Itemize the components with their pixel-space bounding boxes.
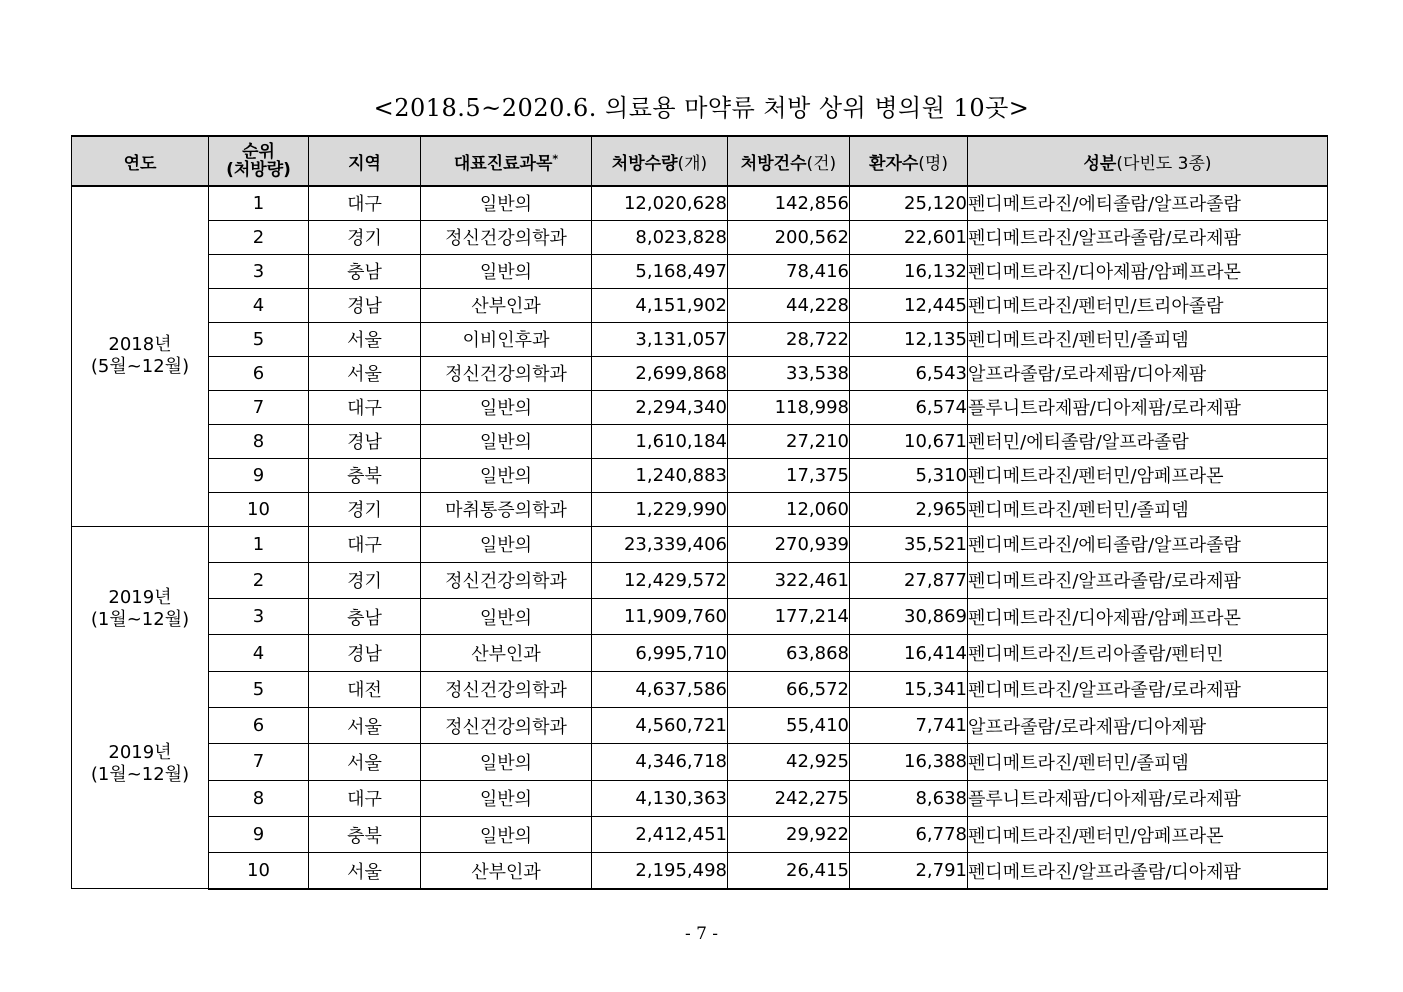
qty-cell: 12,020,628 [592,186,728,220]
table-row [72,562,1328,598]
dept-cell: 정신건강의학과 [421,356,592,390]
ingredients-cell: 펜디메트라진/디아제팜/암페프라몬 [968,599,1328,635]
ingredients-cell: 알프라졸람/로라제팜/디아제팜 [968,356,1328,390]
rank-cell: 4 [209,635,309,671]
patients-cell: 6,778 [850,816,968,852]
header-cases [728,136,850,186]
patients-cell: 8,638 [850,780,968,816]
cases-cell: 55,410 [728,707,850,743]
ingredients-cell: 펜디메트라진/디아제팜/암페프라몬 [968,254,1328,288]
region-cell: 서울 [309,744,421,780]
dept-cell: 일반의 [421,390,592,424]
ingredients-cell: 펜디메트라진/알프라졸람/로라제팜 [968,562,1328,598]
cases-cell: 33,538 [728,356,850,390]
cases-cell: 17,375 [728,458,850,492]
table-row [72,853,1328,889]
patients-cell: 16,388 [850,744,968,780]
qty-cell: 2,699,868 [592,356,728,390]
dept-cell: 정신건강의학과 [421,562,592,598]
qty-cell: 1,240,883 [592,458,728,492]
rank-cell: 1 [209,186,309,220]
dept-cell: 일반의 [421,424,592,458]
dept-cell: 일반의 [421,186,592,220]
cases-cell: 270,939 [728,526,850,562]
rank-cell: 9 [209,816,309,852]
region-cell: 경남 [309,635,421,671]
patients-cell: 30,869 [850,599,968,635]
patients-cell: 2,791 [850,853,968,889]
dept-cell: 일반의 [421,526,592,562]
year-label-block [72,587,208,631]
qty-cell: 2,412,451 [592,816,728,852]
cases-cell: 322,461 [728,562,850,598]
cases-cell: 142,856 [728,186,850,220]
cases-cell: 27,210 [728,424,850,458]
header-row [72,136,1328,186]
table-body-2018 [72,186,1328,526]
header-rank-sublabel: (처방량) [226,160,291,180]
header-qty-label: 처방수량 [611,153,678,174]
patients-cell: 5,310 [850,458,968,492]
qty-cell: 11,909,760 [592,599,728,635]
region-cell: 경기 [309,492,421,526]
table-row [72,599,1328,635]
rank-cell: 6 [209,707,309,743]
ingredients-cell: 펜디메트라진/펜터민/트리아졸람 [968,288,1328,322]
ingredients-cell: 펜디메트라진/에티졸람/알프라졸람 [968,186,1328,220]
patients-cell: 2,965 [850,492,968,526]
table-row [72,390,1328,424]
ingredients-cell: 펜디메트라진/알프라졸람/디아제팜 [968,853,1328,889]
year-label: 2019년 [108,741,172,763]
header-dept [421,136,592,186]
qty-cell: 1,229,990 [592,492,728,526]
dept-cell: 정신건강의학과 [421,671,592,707]
ingredients-cell: 펜디메트라진/에티졸람/알프라졸람 [968,526,1328,562]
dept-cell: 일반의 [421,780,592,816]
cases-cell: 242,275 [728,780,850,816]
cases-cell: 63,868 [728,635,850,671]
dept-cell: 일반의 [421,254,592,288]
cases-cell: 42,925 [728,744,850,780]
ingredients-cell: 펜디메트라진/펜터민/졸피뎀 [968,492,1328,526]
ingredients-cell: 펜디메트라진/펜터민/졸피뎀 [968,744,1328,780]
ingredients-cell: 펜디메트라진/펜터민/졸피뎀 [968,322,1328,356]
table-row [72,780,1328,816]
dept-cell: 이비인후과 [421,322,592,356]
header-dept-label: 대표진료과목 [453,153,553,174]
patients-cell: 16,414 [850,635,968,671]
cases-cell: 44,228 [728,288,850,322]
year-cell [72,526,209,889]
patients-cell: 27,877 [850,562,968,598]
document-title: <2018.5~2020.6. 의료용 마약류 처방 상위 병의원 10곳> [373,94,1030,122]
table-row [72,635,1328,671]
cases-cell: 177,214 [728,599,850,635]
header-ingredients-unit: (다빈도 3종) [1116,153,1212,174]
header-dept-footnote-mark: * [552,151,559,165]
cases-cell: 78,416 [728,254,850,288]
patients-cell: 16,132 [850,254,968,288]
patients-cell: 6,574 [850,390,968,424]
table-row [72,254,1328,288]
qty-cell: 1,610,184 [592,424,728,458]
region-cell: 경기 [309,220,421,254]
qty-cell: 12,429,572 [592,562,728,598]
rank-cell: 7 [209,390,309,424]
region-cell: 경기 [309,562,421,598]
table-row [72,322,1328,356]
header-patients-unit: (명) [918,153,948,174]
qty-cell: 4,560,721 [592,707,728,743]
ingredients-cell: 펜디메트라진/트리아졸람/펜터민 [968,635,1328,671]
dept-cell: 정신건강의학과 [421,220,592,254]
cases-cell: 28,722 [728,322,850,356]
region-cell: 대구 [309,526,421,562]
period-label: (5월~12월) [90,356,190,378]
ingredients-cell: 펜디메트라진/알프라졸람/로라제팜 [968,220,1328,254]
dept-cell: 마취통증의학과 [421,492,592,526]
dept-cell: 정신건강의학과 [421,707,592,743]
header-qty [592,136,728,186]
patients-cell: 6,543 [850,356,968,390]
year-cell [72,186,209,526]
header-qty-unit: (개) [677,153,708,174]
table-row [72,671,1328,707]
patients-cell: 12,445 [850,288,968,322]
region-cell: 서울 [309,356,421,390]
rank-cell: 3 [209,599,309,635]
page-number: - 7 - [684,924,719,944]
table-row [72,526,1328,562]
patients-cell: 10,671 [850,424,968,458]
qty-cell: 6,995,710 [592,635,728,671]
rank-cell: 2 [209,220,309,254]
ingredients-cell: 펜디메트라진/펜터민/암페프라몬 [968,816,1328,852]
rank-cell: 9 [209,458,309,492]
patients-cell: 35,521 [850,526,968,562]
rank-cell: 4 [209,288,309,322]
header-ingredients-label: 성분 [1083,153,1117,174]
rank-cell: 1 [209,526,309,562]
dept-cell: 산부인과 [421,853,592,889]
rank-cell: 5 [209,671,309,707]
qty-cell: 5,168,497 [592,254,728,288]
ingredients-cell: 플루니트라제팜/디아제팜/로라제팜 [968,780,1328,816]
period-label: (1월~12월) [90,763,190,785]
region-cell: 대구 [309,780,421,816]
header-cases-label: 처방건수 [740,153,807,174]
rank-cell: 8 [209,424,309,458]
header-year: 연도 [72,136,209,186]
header-cases-unit: (건) [806,153,837,174]
qty-cell: 3,131,057 [592,322,728,356]
qty-cell: 4,637,586 [592,671,728,707]
ingredients-cell: 펜디메트라진/알프라졸람/로라제팜 [968,671,1328,707]
patients-cell: 15,341 [850,671,968,707]
ingredients-cell: 플루니트라제팜/디아제팜/로라제팜 [968,390,1328,424]
dept-cell: 일반의 [421,599,592,635]
patients-cell: 7,741 [850,707,968,743]
region-cell: 서울 [309,853,421,889]
rank-cell: 8 [209,780,309,816]
region-cell: 대구 [309,390,421,424]
cases-cell: 26,415 [728,853,850,889]
region-cell: 경남 [309,288,421,322]
table-row [72,356,1328,390]
qty-cell: 4,130,363 [592,780,728,816]
patients-cell: 25,120 [850,186,968,220]
table-row [72,288,1328,322]
header-ingredients [968,136,1328,186]
qty-cell: 8,023,828 [592,220,728,254]
dept-cell: 일반의 [421,816,592,852]
table-row [72,186,1328,220]
qty-cell: 4,151,902 [592,288,728,322]
cases-cell: 118,998 [728,390,850,424]
region-cell: 충북 [309,458,421,492]
rank-cell: 6 [209,356,309,390]
region-cell: 서울 [309,707,421,743]
region-cell: 서울 [309,322,421,356]
rank-cell: 5 [209,322,309,356]
header-patients [850,136,968,186]
period-label: (1월~12월) [90,608,190,630]
ingredients-cell: 알프라졸람/로라제팜/디아제팜 [968,707,1328,743]
table-body-2019 [72,526,1328,889]
qty-cell: 23,339,406 [592,526,728,562]
table-row [72,744,1328,780]
year-label: 2019년 [108,586,172,608]
header-patients-label: 환자수 [869,153,919,174]
prescription-ranking-table [71,135,1328,890]
cases-cell: 200,562 [728,220,850,254]
ingredients-cell: 펜디메트라진/펜터민/암페프라몬 [968,458,1328,492]
table-row [72,458,1328,492]
header-rank-label: 순위 [242,142,275,162]
cases-cell: 29,922 [728,816,850,852]
cases-cell: 12,060 [728,492,850,526]
year-label: 2018년 [108,334,172,356]
header-region: 지역 [309,136,421,186]
table-row [72,492,1328,526]
patients-cell: 22,601 [850,220,968,254]
dept-cell: 일반의 [421,458,592,492]
region-cell: 경남 [309,424,421,458]
qty-cell: 2,294,340 [592,390,728,424]
rank-cell: 10 [209,853,309,889]
table-row [72,220,1328,254]
dept-cell: 산부인과 [421,635,592,671]
rank-cell: 10 [209,492,309,526]
qty-cell: 2,195,498 [592,853,728,889]
region-cell: 충남 [309,254,421,288]
year-label-block [72,742,208,786]
table-row [72,424,1328,458]
cases-cell: 66,572 [728,671,850,707]
rank-cell: 2 [209,562,309,598]
patients-cell: 12,135 [850,322,968,356]
rank-cell: 7 [209,744,309,780]
table-row [72,707,1328,743]
dept-cell: 산부인과 [421,288,592,322]
rank-cell: 3 [209,254,309,288]
region-cell: 충북 [309,816,421,852]
dept-cell: 일반의 [421,744,592,780]
region-cell: 대구 [309,186,421,220]
qty-cell: 4,346,718 [592,744,728,780]
table-row [72,816,1328,852]
region-cell: 대전 [309,671,421,707]
ingredients-cell: 펜터민/에티졸람/알프라졸람 [968,424,1328,458]
header-rank [209,136,309,186]
region-cell: 충남 [309,599,421,635]
